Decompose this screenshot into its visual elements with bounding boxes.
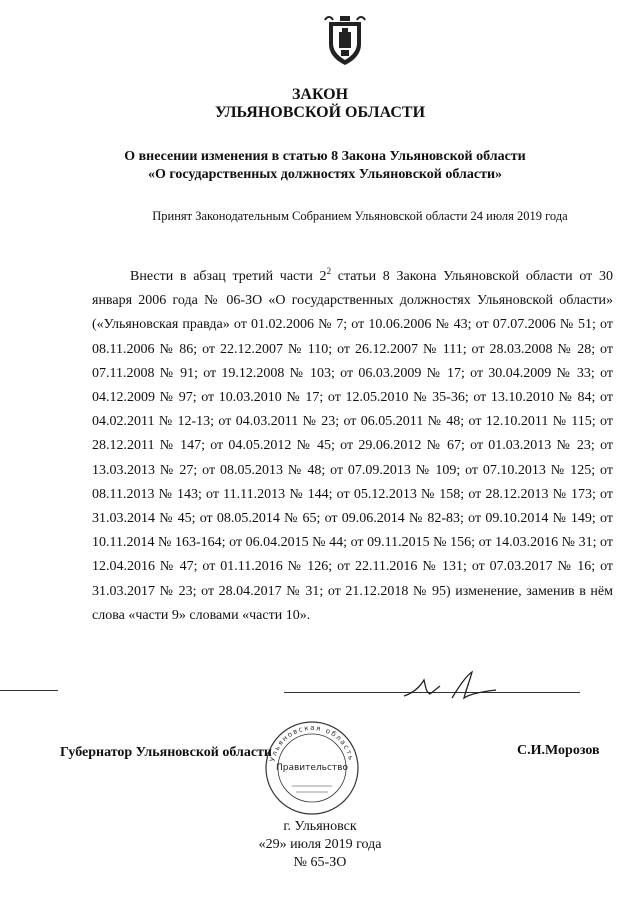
coat-of-arms-icon xyxy=(323,16,367,66)
handwritten-signature xyxy=(400,668,510,708)
scan-line-left xyxy=(0,690,58,691)
law-title-line-2: «О государственных должностях Ульяновской области» xyxy=(147,167,503,182)
document-type-heading: ЗАКОН xyxy=(291,86,349,103)
body-text-part-2: статьи 8 Закона Ульяновской области от 30 января 2006 года № 06-ЗО «О государственных должностях Ульяновской области» («Ульяновская правда» от 01.02.2006 № 7; от 10.06.2006 № 43; от 07.07.2006 № 51; от 08.11.2006 № 86; от 22.12.2007 № 110; от 26.12.2007 № 111; от 28.03.2008 № 28; от 07.11.2008 № 91; от 19.12.2008 № 103; от 06.03.2009 № 17; от 30.04.2009 № 33; от 04.12.2009 № 97; от 10.03.2010 № 17; от 12.05.2010 № 35-36; от 13.10.2010 № 84; от 04.02.2011 № 12-13; от 04.03.2011 № 23; от 06.05.2011 № 48; от 12.10.2011 № 115; от 28.12.2011 № 147; от 04.05.2012 № 45; от 29.06.2012 № 67; от 01.03.2013 № 23; от 13.03.2013 № 27; от 08.05.2013 № 48; от 07.09.2013 № 109; от 07.10.2013 № 125; от 08.11.2013 № 143; от 11.11.2013 № 144; от 05.12.2013 № 158; от 28.12.2013 № 173; от 31.03.2014 № 45; от 08.05.2014 № 65; от 09.06.2014 № 82-83; от 09.10.2014 № 149; от 10.11.2014 № 163-164; от 06.04.2015 № 44; от 09.11.2015 № 156; от 14.03.2016 № 31; от 12.04.2016 № 47; от 01.11.2016 № 126; от 22.11.2016 № 131; от 07.03.2017 № 16; от 31.03.2017 № 23; от 28.04.2017 № 31; от 21.12.2018 № 95) изменение, заменив в нём слова «части 9» словами «части 10». xyxy=(92,269,613,623)
law-title-line-1: О внесении изменения в статью 8 Закона Ульяновской области xyxy=(124,149,526,164)
svg-text:Правительство: Правительство xyxy=(276,763,348,773)
adoption-note: Принят Законодательным Собранием Ульяновской области 24 июля 2019 года xyxy=(152,209,568,223)
law-number: № 65-ЗО xyxy=(293,855,347,870)
law-body-paragraph xyxy=(92,265,613,628)
body-text-part-1: Внести в абзац третий части 2 xyxy=(130,269,327,284)
official-seal xyxy=(262,718,362,818)
body-superscript: 2 xyxy=(326,266,332,276)
signatory-name: С.И.Морозов xyxy=(517,743,600,758)
city-line: г. Ульяновск xyxy=(283,819,357,834)
date-line: «29» июля 2019 года xyxy=(258,837,382,852)
signatory-role: Губернатор Ульяновской области xyxy=(60,745,272,760)
region-heading: УЛЬЯНОВСКОЙ ОБЛАСТИ xyxy=(214,104,426,121)
svg-text:Ульяновская область: Ульяновская область xyxy=(268,723,356,763)
